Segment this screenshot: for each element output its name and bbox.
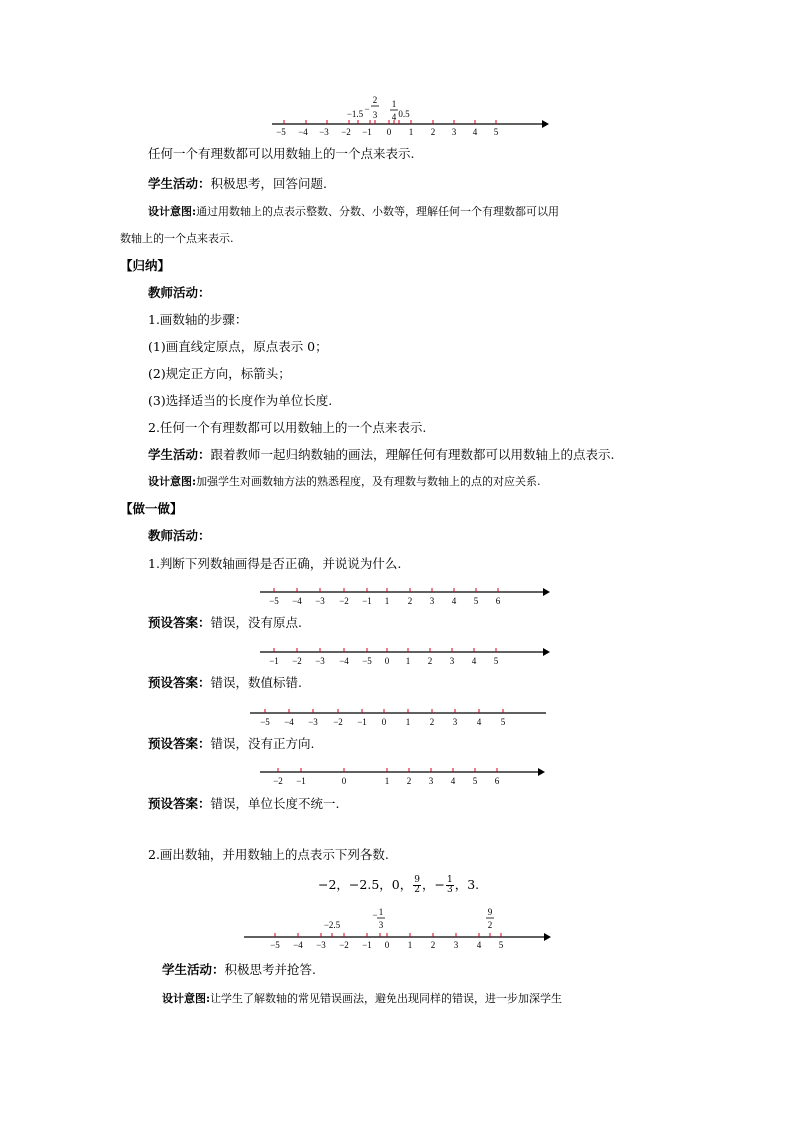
tick-label: −3 [315,596,325,606]
point-label: 1 [378,907,384,917]
tick-label: 0 [386,127,392,137]
tick-label: −1 [362,127,372,137]
point-label: 3 [372,110,378,120]
tick-label: 2 [430,940,436,950]
tick-label: 1 [408,127,414,137]
tick-label: 4 [471,656,477,666]
tick-label: −4 [292,596,302,606]
tick-label: −3 [319,127,329,137]
list-item: 2.任何一个有理数都可以用数轴上的一个点来表示. [148,420,427,435]
statement: 任何一个有理数都可以用数轴上的一个点来表示. [148,146,415,161]
point-label: 2 [487,920,493,930]
number-line-3 [258,643,558,671]
tick-label: 2 [427,656,433,666]
answer [148,736,315,752]
tick-label: −2 [333,717,343,727]
label: 学生活动： [148,447,211,462]
list-item: (2)规定正方向，标箭头； [148,366,291,381]
tick-label: 1 [407,940,413,950]
question: 1.判断下列数轴画得是否正确，并说说为什么. [148,556,402,571]
label: 设计意图: [148,475,197,488]
arrow-icon [542,120,549,128]
tick-label: −1 [357,717,367,727]
number-line-4 [248,704,553,732]
student-activity [148,447,615,463]
arrow-icon [544,933,551,941]
tick-label: 2 [430,127,436,137]
label: 预设答案： [148,736,211,751]
point-label: − [372,910,378,920]
numerator: 9 [414,875,420,885]
tick-label: 5 [498,940,504,950]
point-label: 9 [487,907,493,917]
tick-label: 0 [381,717,387,727]
label: 设计意图: [162,992,211,1005]
point-label: 0.5 [398,109,410,119]
tick-label: 6 [495,596,501,606]
tick-label: 0 [341,776,347,786]
arrow-icon [543,648,550,656]
tick-label: 2 [429,717,435,727]
text: 错误，数值标错. [210,675,302,690]
tick-label: 3 [428,776,434,786]
text: 错误，没有原点. [210,615,302,630]
denominator: 2 [414,885,420,895]
point-label: −2.5 [323,920,341,930]
arrow-icon [538,768,545,776]
point-label: 4 [391,112,397,122]
list-item: (1)画直线定原点，原点表示 0； [148,339,328,354]
tick-label: 6 [494,776,500,786]
fraction [446,876,454,895]
answer [148,615,302,631]
number-line-6 [242,906,558,956]
tick-label: −2 [339,596,349,606]
tick-label: 4 [476,717,482,727]
tick-label: 5 [472,776,478,786]
numbers: −2，−2.5，0， [318,877,413,892]
tick-label: −2 [339,940,349,950]
tick-label: −4 [339,656,349,666]
numerator: 1 [446,875,453,885]
tick-label: 3 [449,656,455,666]
question: 2.画出数轴，并用数轴上的点表示下列各数. [148,847,389,862]
answer [148,796,340,812]
tick-label: −5 [276,127,286,137]
tick-label: 4 [472,127,478,137]
numbers: ，− [421,877,445,892]
design-intent [148,474,541,490]
tick-label: 4 [450,776,456,786]
tick-label: −5 [362,656,372,666]
text: 跟着教师一起归纳数轴的画法，理解任何有理数都可以用数轴上的点表示. [210,447,615,462]
number-line-5 [258,763,558,791]
tick-label: 3 [429,596,435,606]
label: 学生活动： [162,962,225,977]
tick-label: −4 [293,940,303,950]
tick-label: 5 [493,127,499,137]
point-label: 3 [378,920,384,930]
tick-label: 3 [453,940,459,950]
tick-label: −3 [308,717,318,727]
point-label: − [364,104,370,114]
number-list [318,874,479,896]
text: 积极思考并抢答. [224,962,316,977]
section-heading: 【做一做】 [120,501,183,516]
tick-label: −1 [362,596,372,606]
tick-label: −2 [292,656,302,666]
tick-label: 3 [451,127,457,137]
tick-label: 2 [407,596,413,606]
student-activity [162,962,316,978]
tick-label: −1 [269,656,279,666]
tick-label: 1 [405,656,411,666]
numbers: ，3. [454,877,480,892]
design-intent [162,991,562,1007]
tick-label: 2 [406,776,412,786]
text: 错误，没有正方向. [210,736,315,751]
label: 预设答案： [148,675,211,690]
tick-label: 0 [384,940,390,950]
number-line-2 [258,583,558,611]
design-intent-cont: 数轴上的一个点来表示. [120,232,234,245]
tick-label: 1 [405,717,411,727]
point-label: −1.5 [346,109,364,119]
student-activity [148,176,327,192]
tick-label: 3 [452,717,458,727]
tick-label: 5 [473,596,479,606]
list-item: (3)选择适当的长度作为单位长度. [148,393,333,408]
label: 预设答案： [148,796,211,811]
tick-label: −5 [269,596,279,606]
tick-label: 4 [451,596,457,606]
text: 错误，单位长度不统一. [210,796,340,811]
tick-label: 0 [384,656,390,666]
tick-label: −4 [298,127,308,137]
tick-label: 5 [493,656,499,666]
text: 积极思考，回答问题. [210,176,327,191]
tick-label: 1 [384,776,390,786]
section-heading: 【归纳】 [120,258,171,273]
text: 加强学生对画数轴方法的熟悉程度，及有理数与数轴上的点的对应关系. [196,475,541,488]
answer [148,675,302,691]
tick-label: −5 [260,717,270,727]
tick-label: −4 [284,717,294,727]
label: 预设答案： [148,615,211,630]
tick-label: −2 [273,776,283,786]
list-item: 1.画数轴的步骤： [148,312,248,327]
tick-label: −1 [362,940,372,950]
tick-label: 5 [500,717,506,727]
label: 学生活动： [148,176,211,191]
tick-label: −1 [296,776,306,786]
tick-label: −3 [315,656,325,666]
tick-label: 1 [384,596,390,606]
point-label: 1 [391,99,397,109]
fraction [413,876,421,895]
label: 设计意图: [148,205,197,218]
tick-label: −2 [341,127,351,137]
denominator: 3 [446,885,453,895]
point-label: 2 [372,95,378,105]
teacher-activity: 教师活动： [148,528,211,543]
tick-label: −3 [316,940,326,950]
text: 通过用数轴上的点表示整数、分数、小数等，理解任何一个有理数都可以用 [196,205,560,218]
number-line-1 [270,90,555,140]
arrow-icon [543,588,550,596]
design-intent [148,204,559,220]
tick-label: 4 [476,940,482,950]
text: 让学生了解数轴的常见错误画法，避免出现同样的错误，进一步加深学生 [210,992,563,1005]
teacher-activity: 教师活动： [148,285,211,300]
tick-label: −5 [270,940,280,950]
